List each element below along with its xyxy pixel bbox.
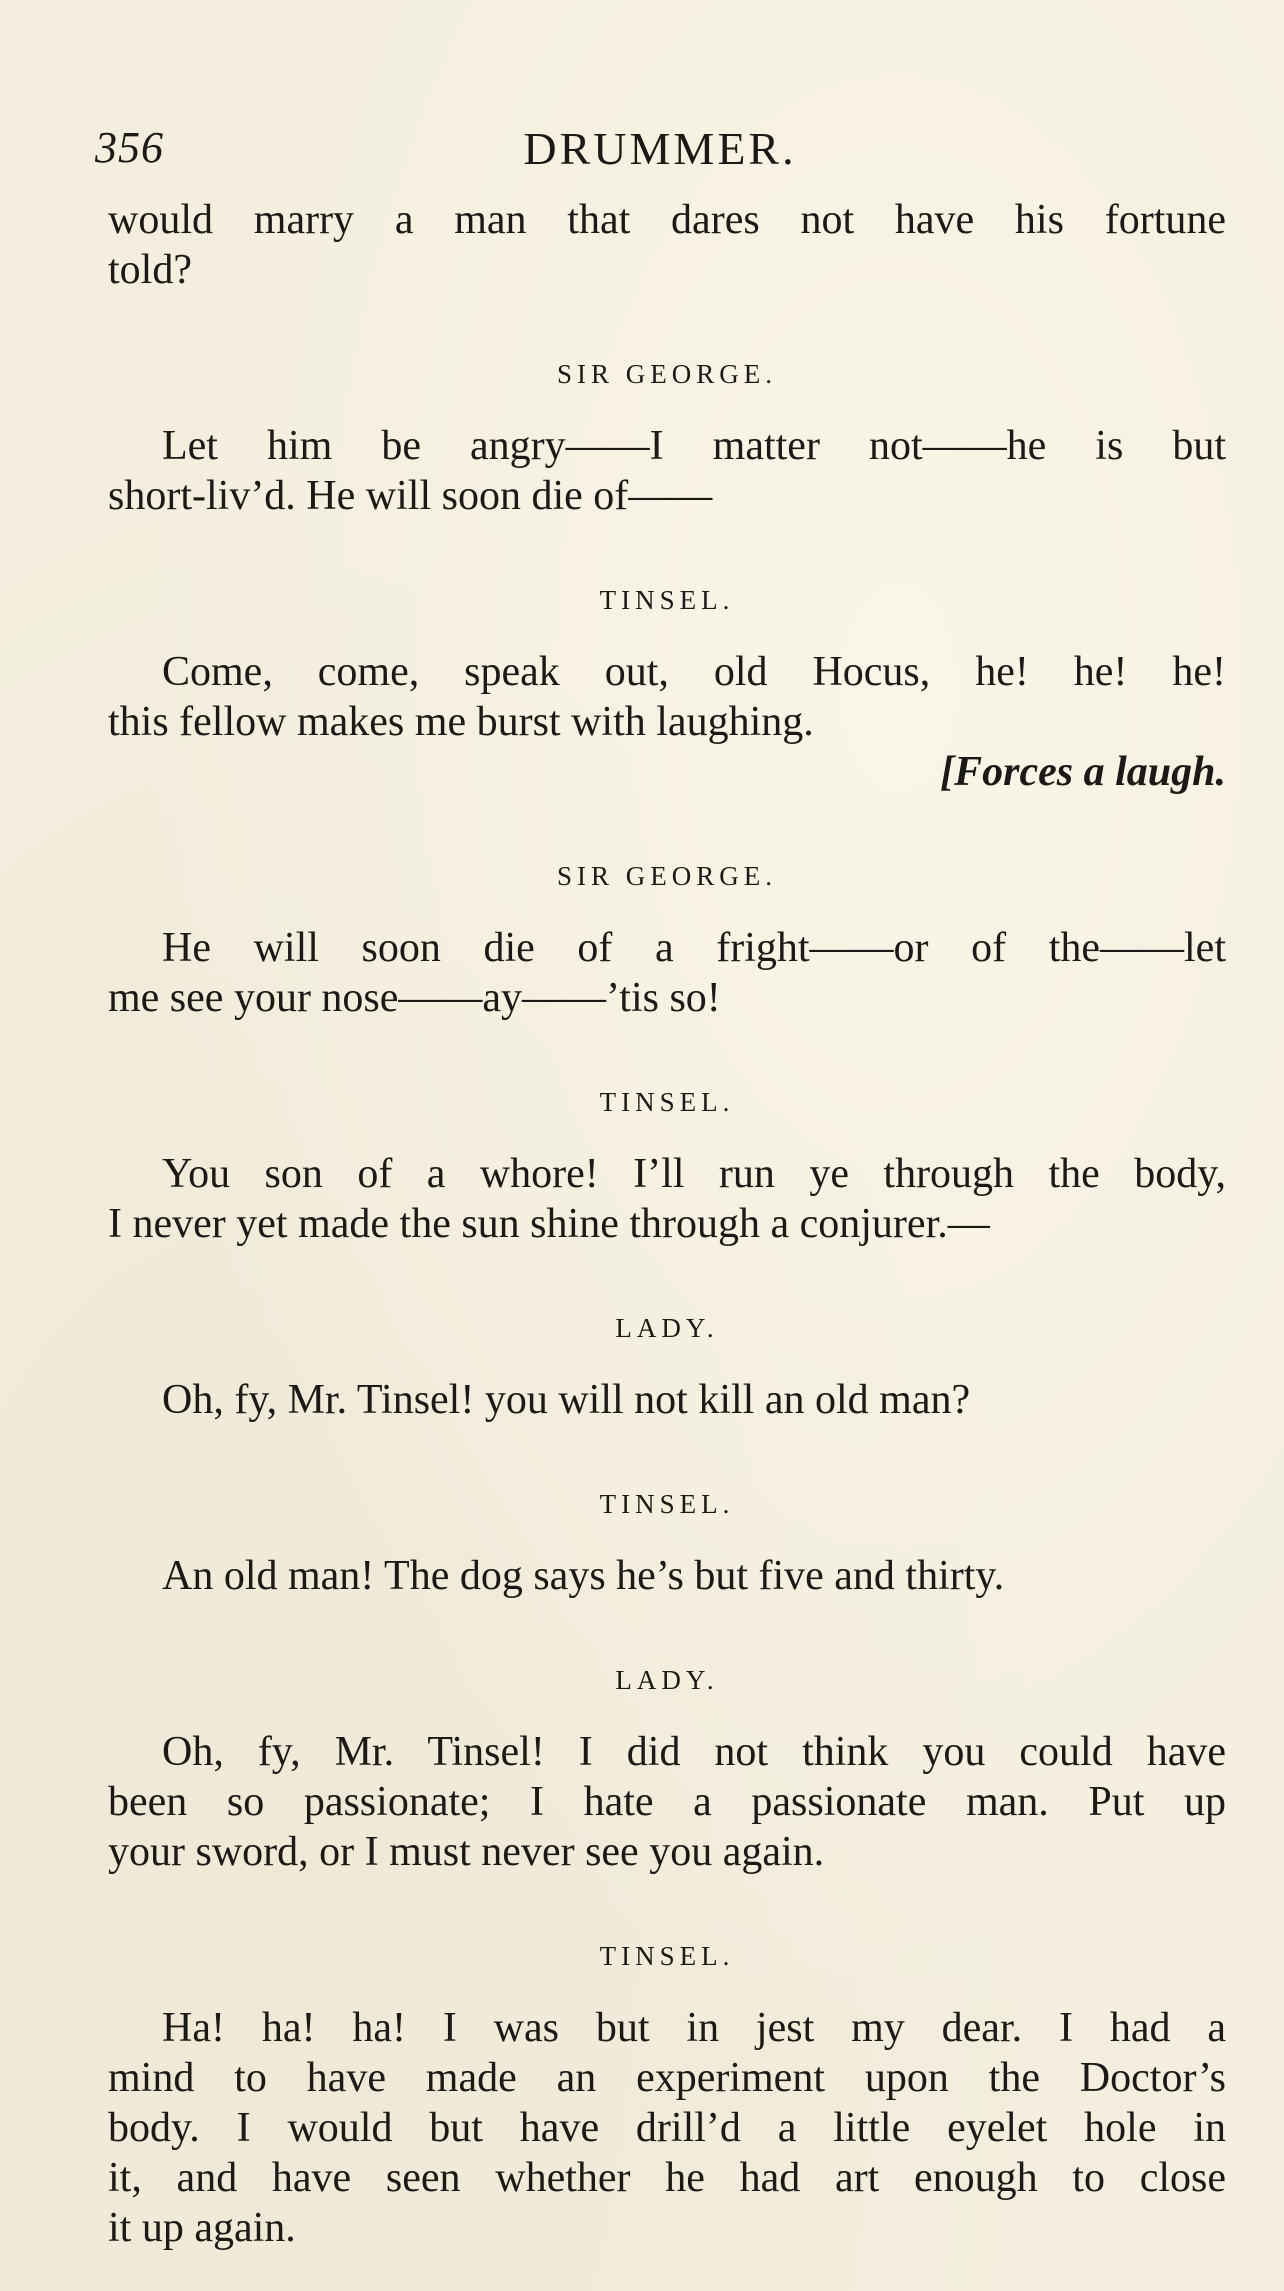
text-line: Let him be angry——I matter not——he is but xyxy=(162,423,1226,469)
speech-paragraph xyxy=(108,2003,1226,2253)
text-line: told? xyxy=(108,247,192,293)
speaker-name: TINSEL. xyxy=(599,1489,735,1519)
speaker-name: TINSEL. xyxy=(599,585,735,615)
speech-paragraph xyxy=(108,923,1226,1023)
text-line: it, and have seen whether he had art enough to close xyxy=(108,2155,1226,2201)
text-line: this fellow makes me burst with laughing. xyxy=(108,699,814,745)
text-line: Oh, fy, Mr. Tinsel! you will not kill an old man? xyxy=(162,1377,971,1423)
text-line: mind to have made an experiment upon the Doctor’s xyxy=(108,2055,1226,2101)
speaker-name: SIR GEORGE. xyxy=(556,861,777,891)
speech-paragraph xyxy=(108,1149,1226,1249)
speech-paragraph xyxy=(108,195,1226,295)
play-text xyxy=(108,195,1226,2253)
text-line: body. I would but have drill’d a little eyelet hole in xyxy=(108,2105,1226,2151)
speaker-name: TINSEL. xyxy=(599,1087,735,1117)
speech-paragraph xyxy=(108,1727,1226,1877)
text-line: Ha! ha! ha! I was but in jest my dear. I had a xyxy=(162,2005,1226,2051)
text-line: I never yet made the sun shine through a conjurer.— xyxy=(108,1201,990,1247)
text-line: been so passionate; I hate a passionate man. Put up xyxy=(108,1779,1226,1825)
text-line: it up again. xyxy=(108,2205,296,2251)
speaker-name: LADY. xyxy=(615,1313,719,1343)
text-line: He will soon die of a fright——or of the——let xyxy=(162,925,1226,971)
page-number: 356 xyxy=(95,123,164,172)
text-line: You son of a whore! I’ll run ye through the body, xyxy=(162,1151,1226,1197)
running-head: DRUMMER. xyxy=(523,123,797,174)
text-line: short-liv’d. He will soon die of—— xyxy=(108,473,713,519)
speaker-name: LADY. xyxy=(615,1665,719,1695)
text-line: me see your nose——ay——’tis so! xyxy=(108,975,721,1021)
stage-direction: [Forces a laugh. xyxy=(940,749,1226,795)
speaker-name: SIR GEORGE. xyxy=(556,359,777,389)
page-header xyxy=(95,122,1225,182)
speaker-name: TINSEL. xyxy=(599,1941,735,1971)
speech-paragraph xyxy=(108,647,1226,747)
text-line: Oh, fy, Mr. Tinsel! I did not think you could have xyxy=(162,1729,1226,1775)
text-line: Come, come, speak out, old Hocus, he! he! he! xyxy=(162,649,1226,695)
speech-paragraph xyxy=(108,1375,1226,1425)
text-line: would marry a man that dares not have his fortune xyxy=(108,197,1226,243)
speech-paragraph xyxy=(108,1551,1226,1601)
speech-paragraph xyxy=(108,421,1226,521)
text-line: An old man! The dog says he’s but five and thirty. xyxy=(162,1553,1005,1599)
text-line: your sword, or I must never see you again. xyxy=(108,1829,825,1875)
